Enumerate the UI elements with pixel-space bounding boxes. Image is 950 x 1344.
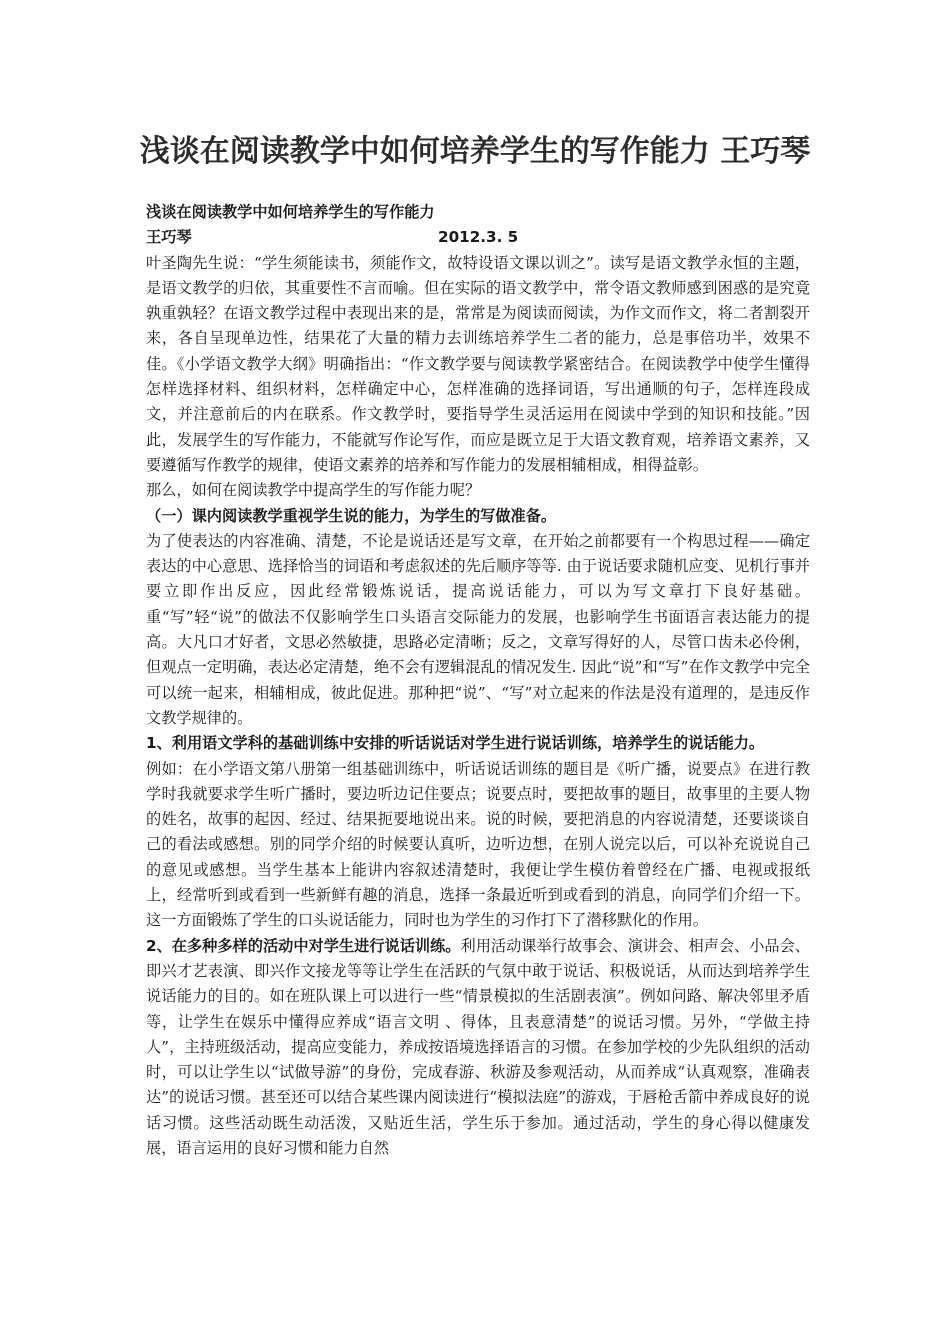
paragraph-speaking-writing: 为了使表达的内容准确、清楚，不论是说话还是写文章，在开始之前都要有一个构思过程——确定表达的中心意思、选择恰当的词语和考虑叙述的先后顺序等等. 由于说话要求随机应变、见机行事并要立即作出反应，因此经常锻炼说话，提高说话能力，可以为写文章打下良好基础。重“写”轻“说”的做法不仅影响学生口头语言交际能力的发展，也影响学生书面语言表达能力的提高。大凡口才好者，文思必然敏捷，思路必定清晰；反之，文章写得好的人，尽管口齿未必伶俐，但观点一定明确，表达必定清楚，绝不会有逻辑混乱的情况发生. 因此“说”和“写”在作文教学中完全可以统一起来，相辅相成，彼此促进。那种把“说”、“写”对立起来的作法是没有道理的，是违反作文教学规律的。 bbox=[146, 531, 810, 727]
author-name: 王巧琴 bbox=[146, 228, 192, 247]
subsection-heading-1: 1、利用语文学科的基础训练中安排的听话说话对学生进行说话训练，培养学生的说话能力。 bbox=[146, 734, 765, 753]
paragraph-activities-text: 利用活动课举行故事会、演讲会、相声会、小品会、即兴才艺表演、即兴作文接龙等等让学生在活跃的气氛中敢于说话、积极说话，从而达到培养学生说话能力的目的。如在班队课上可以进行一些“情景模拟的生活剧表演”。例如问路、解决邻里矛盾等，让学生在娱乐中懂得应养成“语言文明 、得体，且表意清楚”的说话习惯。另外，“学做主持人”，主持班级活动，提高应变能力，养成按语境选择语言的习惯。在参加学校的少先队组织的活动时，可以让学生以“试做导游”的身份，完成春游、秋游及参观活动，从而养成“认真观察，准确表达”的说话习惯。甚至还可以结合某些课内阅读进行“模拟法庭”的游戏，于唇枪舌箭中养成良好的说 话习惯。这些活动既生动活泼，又贴近生活，学生乐于参加。通过活动，学生的身心得以健康发展，语言运用的良好习惯和能力自然 bbox=[146, 936, 810, 1157]
section-heading-1: （一）课内阅读教学重视学生说的能力，为学生的写做准备。 bbox=[146, 506, 557, 525]
paragraph-example: 例如：在小学语文第八册第一组基础训练中，听话说话训练的题目是《听广播，说要点》在进行教学时我就要求学生听广播时，要边听边记住要点；说要点时，要把故事的题目，故事里的主要人物的姓名，故事的起因、经过、结果扼要地说出来。说的时候，要把消息的内容说清楚，还要谈谈自己的看法或感想。别的同学介绍的时候要认真听，边听边想，在别人说完以后，可以补充说说自己的意见或感想。当学生基本上能讲内容叙述清楚时，我便让学生模仿着曾经在广播、电视或报纸上，经常听到或看到一些新鲜有趣的消息，选择一条最近听到或看到的消息，向同学们介绍一下。这一方面锻炼了学生的口头说话能力，同时也为学生的习作打下了潜移默化的作用。 bbox=[146, 759, 810, 930]
paragraph-intro: 叶圣陶先生说：“学生须能读书，须能作文，故特设语文课以训之”。读写是语文教学永恒的主题，是语文教学的归依，其重要性不言而喻。但在实际的语文教学中，常令语文教师感到困惑的是究竟孰重孰轻？在语文教学过程中表现出来的是，常常是为阅读而阅读，为作文而作文，将二者割裂开来，各自呈现单边性，结果花了大量的精力去训练培养学生二者的能力，总是事倍功半，效果不佳。《小学语文教学大纲》明确指出：“作文教学要与阅读教学紧密结合。在阅读教学中使学生懂得怎样选择材料、组织材料，怎样确定中心，怎样准确的选择词语，写出通顺的句子，怎样连段成文，并注意前后的内在联系。作文教学时，要指导学生灵活运用在阅读中学到的知识和技能。”因此，发展学生的写作能力，不能就写作论写作，而应是既立足于大语文教育观，培养语文素养，又要遵循写作教学的规律，使语文素养的培养和写作能力的发展相辅相成，相得益彰。 bbox=[146, 253, 810, 474]
publish-date: 2012.3. 5 bbox=[438, 228, 519, 247]
subsection-heading-2: 2、在多种多样的活动中对学生进行说话训练。 bbox=[146, 936, 461, 955]
author-date-line bbox=[146, 225, 810, 250]
document-title: 浅谈在阅读教学中如何培养学生的写作能力 王巧琴 bbox=[139, 134, 811, 169]
paragraph-question: 那么，如何在阅读教学中提高学生的写作能力呢？ bbox=[146, 481, 481, 500]
article-subtitle: 浅谈在阅读教学中如何培养学生的写作能力 bbox=[146, 203, 435, 221]
document-body bbox=[146, 200, 810, 1161]
paragraph-activities bbox=[146, 934, 810, 1162]
